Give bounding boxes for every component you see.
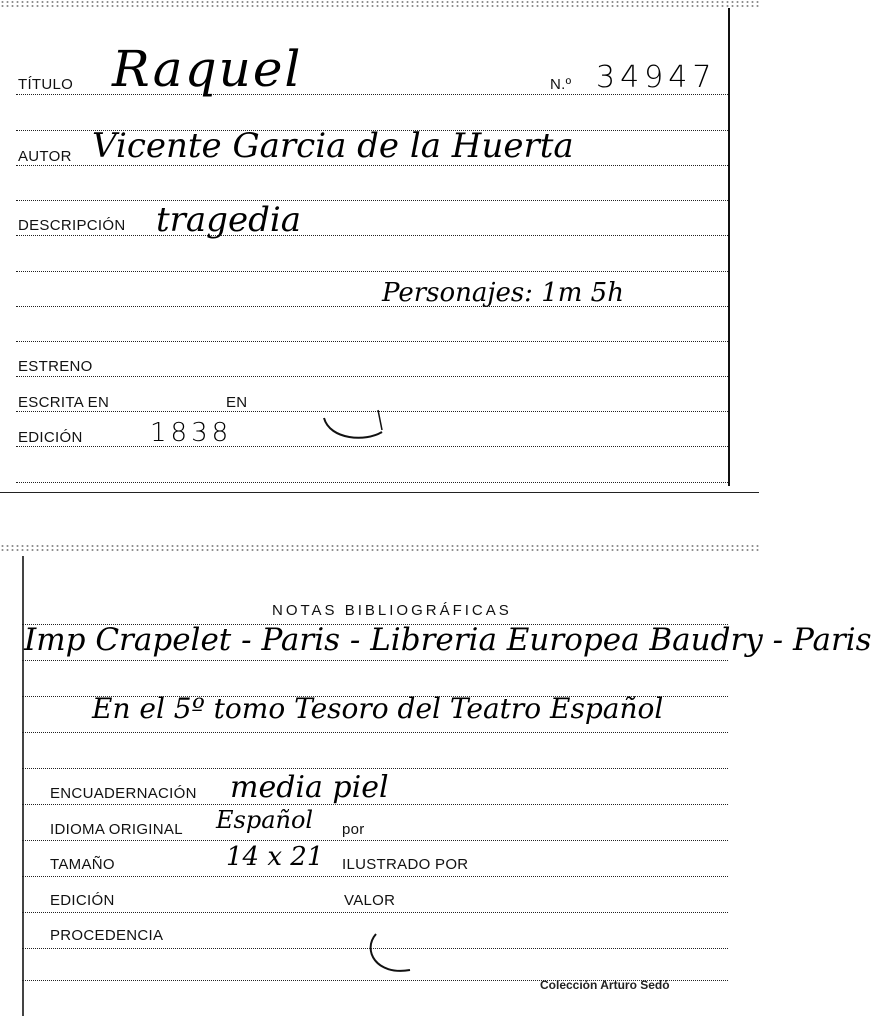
- numero-label: N.º: [550, 76, 572, 93]
- autor-value: Vicente Garcia de la Huerta: [92, 126, 574, 166]
- card-edge-speckle: [0, 0, 759, 8]
- descripcion-label: DESCRIPCIÓN: [18, 217, 126, 234]
- procedencia-label: PROCEDENCIA: [50, 927, 164, 944]
- titulo-label: TÍTULO: [18, 76, 74, 93]
- punch-hole-mark: [320, 404, 390, 444]
- notas-heading: NOTAS BIBLIOGRÁFICAS: [272, 602, 512, 619]
- idioma-value: Español: [216, 806, 314, 834]
- edicion-label: EDICIÓN: [50, 892, 115, 909]
- idioma-label: IDIOMA ORIGINAL: [50, 821, 183, 838]
- nota-line-1: Imp Crapelet - Paris - Libreria Europea Baudry - Paris: [24, 622, 872, 658]
- titulo-value: Raquel: [112, 40, 303, 98]
- rule-line: [22, 876, 728, 877]
- tamano-label: TAMAÑO: [50, 856, 115, 873]
- descripcion-value: tragedia: [156, 200, 301, 240]
- rule-line: [22, 768, 728, 769]
- personajes-value: Personajes: 1m 5h: [382, 278, 624, 308]
- rule-line: [16, 200, 728, 201]
- encuadernacion-value: media piel: [230, 770, 389, 805]
- tamano-value: 14 x 21: [226, 842, 324, 872]
- estreno-label: ESTRENO: [18, 358, 93, 375]
- escrita-en-label: EN: [226, 394, 248, 411]
- rule-line: [16, 376, 728, 377]
- rule-line: [22, 912, 728, 913]
- nota-line-2: En el 5º tomo Tesoro del Teatro Español: [92, 692, 664, 725]
- card-edge-speckle: [0, 544, 759, 552]
- rule-line: [22, 660, 728, 661]
- rule-line: [16, 235, 728, 236]
- card-bottom-edge: [0, 492, 759, 493]
- rule-line: [16, 271, 728, 272]
- rule-line: [16, 341, 728, 342]
- ilustrado-label: ILUSTRADO POR: [342, 856, 469, 873]
- rule-line: [22, 732, 728, 733]
- autor-label: AUTOR: [18, 148, 72, 165]
- card-right-border: [728, 8, 730, 486]
- edicion-value: 1838: [150, 418, 233, 448]
- valor-label: VALOR: [344, 892, 396, 909]
- escrita-label: ESCRITA EN: [18, 394, 110, 411]
- coleccion-credit: Colección Arturo Sedó: [540, 978, 670, 992]
- punch-hole-mark: [362, 930, 422, 980]
- rule-line: [22, 840, 728, 841]
- rule-line: [16, 482, 728, 483]
- encuadernacion-label: ENCUADERNACIÓN: [50, 785, 197, 802]
- catalog-card-front: [0, 0, 759, 494]
- numero-value: 34947: [596, 60, 717, 95]
- rule-line: [16, 446, 728, 447]
- por-label: por: [342, 821, 365, 838]
- catalog-card-back: [0, 544, 872, 1028]
- edicion-label: EDICIÓN: [18, 429, 83, 446]
